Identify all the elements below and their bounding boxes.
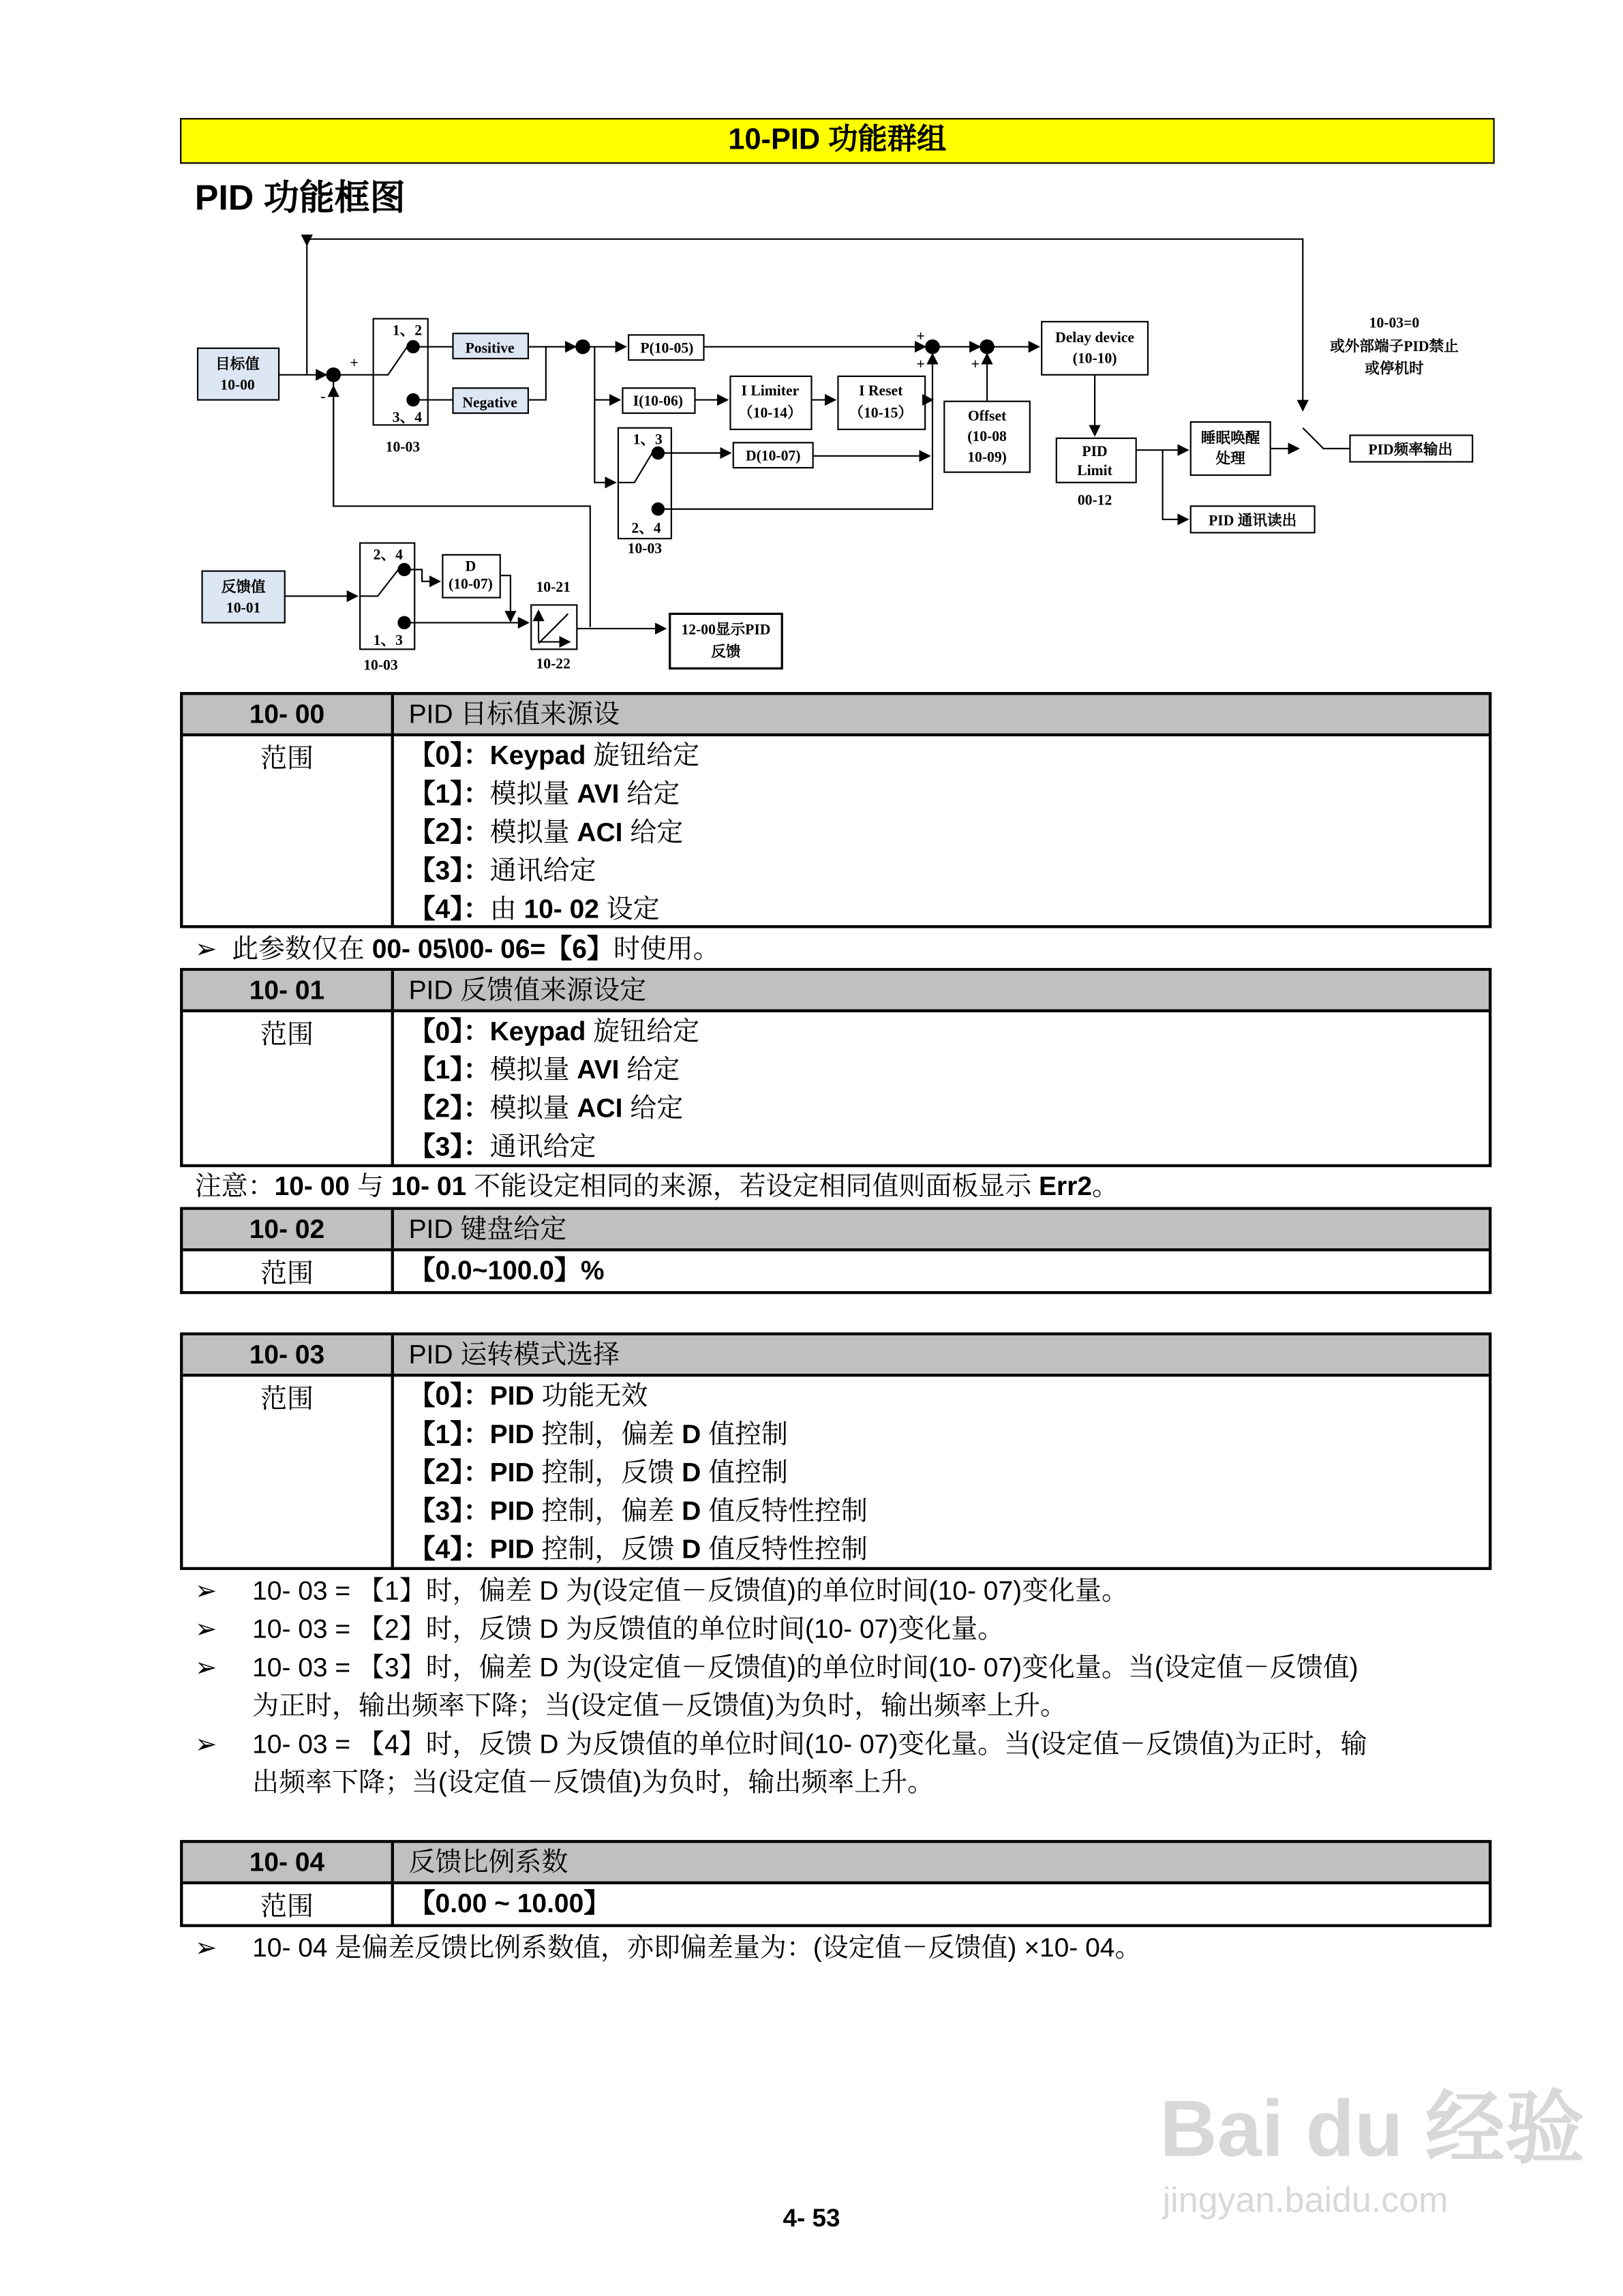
- d-param: (10-07): [449, 575, 493, 592]
- plus-sign: +: [916, 327, 925, 344]
- delay-label: Delay device: [1055, 329, 1135, 346]
- option: 【3】：通讯给定: [408, 856, 596, 886]
- param-code: 10- 04: [183, 1843, 394, 1881]
- option: 【0】：Keypad 旋钮给定: [408, 740, 700, 770]
- filter-param: 10-22: [536, 655, 571, 672]
- offset-param: (10-08: [967, 428, 1007, 445]
- option: 【1】：模拟量 AVI 给定: [408, 1055, 680, 1085]
- switch-label: 1、2: [392, 322, 423, 339]
- disable-note: 或停机时: [1365, 360, 1424, 377]
- switch-param: 10-03: [627, 540, 663, 557]
- baidu-watermark: Bai du 经验: [1159, 2085, 1585, 2174]
- note-10-03: 10- 03 = 【1】时，偏差 D 为(设定值－反馈值)的单位时间(10- 07)变化量。: [252, 1575, 1128, 1605]
- note-10-03: 出频率下降；当(设定值－反馈值)为负时，输出频率上升。: [252, 1768, 935, 1798]
- param-name: PID 运转模式选择: [408, 1340, 620, 1370]
- sleep-label: 处理: [1215, 450, 1245, 467]
- param-code: 10- 03: [183, 1335, 394, 1374]
- minus-sign: -: [320, 388, 326, 405]
- page-number: 4- 53: [783, 2204, 840, 2233]
- switch-label: 1、3: [633, 431, 663, 448]
- param-table-10-01: [180, 968, 1491, 1167]
- param-name: PID 目标值来源设: [408, 699, 620, 729]
- switch-label: 2、4: [373, 546, 403, 563]
- delay-param: (10-10): [1072, 350, 1117, 367]
- range-value: 【0.00 ~ 10.00】: [408, 1888, 611, 1918]
- i-reset-param: （10-15）: [849, 404, 913, 421]
- option: 【4】：由 10- 02 设定: [408, 894, 660, 924]
- filter-param: 10-21: [536, 578, 571, 595]
- bullet-icon: ➢: [194, 1652, 217, 1682]
- comm-label: PID 通讯读出: [1209, 512, 1297, 529]
- feedback-param: 10-01: [226, 599, 261, 616]
- param-code: 10- 02: [183, 1210, 394, 1248]
- offset-label: Offset: [967, 407, 1007, 424]
- option: 【1】：模拟量 AVI 给定: [408, 779, 680, 809]
- plus-sign: +: [971, 356, 980, 373]
- offset-param: 10-09): [967, 449, 1007, 466]
- note-10-04: 10- 04 是偏差反馈比例系数值，亦即偏差量为：(设定值－反馈值) ×10- 04。: [252, 1933, 1142, 1963]
- feedback-label: 反馈值: [221, 578, 266, 595]
- note-10-03: 为正时，输出频率下降；当(设定值－反馈值)为负时，输出频率上升。: [252, 1691, 1067, 1721]
- option: 【3】：通讯给定: [408, 1132, 596, 1162]
- target-param: 10-00: [220, 376, 255, 393]
- section-title: PID 功能框图: [194, 178, 406, 219]
- note-10-00: ➢ 此参数仅在 00- 05\00- 06=【6】时使用。: [194, 934, 720, 964]
- option: 【2】：模拟量 ACI 给定: [408, 1093, 684, 1123]
- option: 【2】：模拟量 ACI 给定: [408, 817, 684, 847]
- option: 【4】：PID 控制，反馈 D 值反特性控制: [408, 1535, 868, 1565]
- d-label: D(10-07): [745, 447, 801, 464]
- d-label: D: [465, 558, 476, 575]
- switch-label: 3、4: [392, 409, 423, 426]
- pid-block-diagram: [0, 0, 1623, 693]
- display-label: 12-00显示PID: [681, 621, 771, 638]
- i-limiter-label: I Limiter: [741, 382, 800, 399]
- option: 【2】：PID 控制，反馈 D 值控制: [408, 1457, 788, 1487]
- i-reset-label: I Reset: [859, 382, 903, 399]
- param-name: 反馈比例系数: [408, 1847, 568, 1877]
- positive-label: Positive: [465, 339, 515, 357]
- bullet-icon: ➢: [194, 1614, 217, 1644]
- plus-sign: +: [916, 356, 925, 373]
- pid-limit-param: 00-12: [1077, 492, 1112, 509]
- i-label: I(10-06): [633, 393, 684, 410]
- target-label: 目标值: [215, 356, 260, 373]
- range-label: 范围: [183, 1884, 394, 1926]
- disable-note: 或外部端子PID禁止: [1330, 338, 1459, 355]
- param-name: PID 反馈值来源设定: [408, 975, 647, 1006]
- switch-param: 10-03: [385, 438, 421, 455]
- range-label: 范围: [183, 1251, 394, 1293]
- option: 【3】：PID 控制，偏差 D 值反特性控制: [408, 1496, 868, 1526]
- display-label: 反馈: [711, 644, 741, 661]
- pid-limit-label: Limit: [1077, 462, 1112, 479]
- note-10-03: 10- 03 = 【4】时，反馈 D 为反馈值的单位时间(10- 07)变化量。当(设定值－反馈值)为正时，输: [252, 1729, 1367, 1759]
- switch-param: 10-03: [363, 656, 398, 674]
- baidu-watermark-url: jingyan.baidu.com: [1162, 2181, 1448, 2221]
- param-code: 10- 01: [183, 971, 394, 1009]
- switch-label: 2、4: [631, 519, 661, 537]
- output-label: PID频率输出: [1368, 441, 1453, 458]
- range-value: 【0.0~100.0】%: [408, 1255, 605, 1286]
- pid-limit-label: PID: [1082, 442, 1108, 459]
- note-10-03: 10- 03 = 【3】时，偏差 D 为(设定值－反馈值)的单位时间(10- 07)变化量。当(设定值－反馈值): [252, 1652, 1359, 1682]
- range-label: 范围: [183, 1012, 394, 1166]
- param-table-10-03: [180, 1333, 1491, 1570]
- plus-sign: +: [350, 354, 359, 371]
- range-label: 范围: [183, 1376, 394, 1568]
- bullet-icon: ➢: [194, 1729, 217, 1759]
- param-table-10-04: [180, 1840, 1491, 1927]
- bullet-icon: ➢: [194, 1933, 217, 1963]
- i-limiter-param: （10-14）: [738, 404, 802, 421]
- param-code: 10- 00: [183, 695, 394, 733]
- sleep-label: 睡眠唤醒: [1200, 429, 1260, 447]
- option: 【0】：Keypad 旋钮给定: [408, 1016, 700, 1046]
- note-10-01: 注意：10- 00 与 10- 01 不能设定相同的来源，若设定相同值则面板显示 Err2。: [194, 1171, 1119, 1201]
- switch-label: 1、3: [373, 631, 403, 648]
- section-header: 10-PID 功能群组: [180, 118, 1495, 164]
- disable-note: 10-03=0: [1369, 314, 1420, 331]
- option: 【1】：PID 控制，偏差 D 值控制: [408, 1419, 788, 1449]
- range-label: 范围: [183, 736, 394, 928]
- param-table-10-02: [180, 1207, 1491, 1295]
- param-table-10-00: [180, 692, 1491, 928]
- bullet-icon: ➢: [194, 1575, 217, 1605]
- p-label: P(10-05): [640, 339, 694, 357]
- note-10-03: 10- 03 = 【2】时，反馈 D 为反馈值的单位时间(10- 07)变化量。: [252, 1614, 1005, 1644]
- param-name: PID 键盘给定: [408, 1214, 567, 1244]
- negative-label: Negative: [462, 394, 517, 411]
- option: 【0】：PID 功能无效: [408, 1380, 648, 1411]
